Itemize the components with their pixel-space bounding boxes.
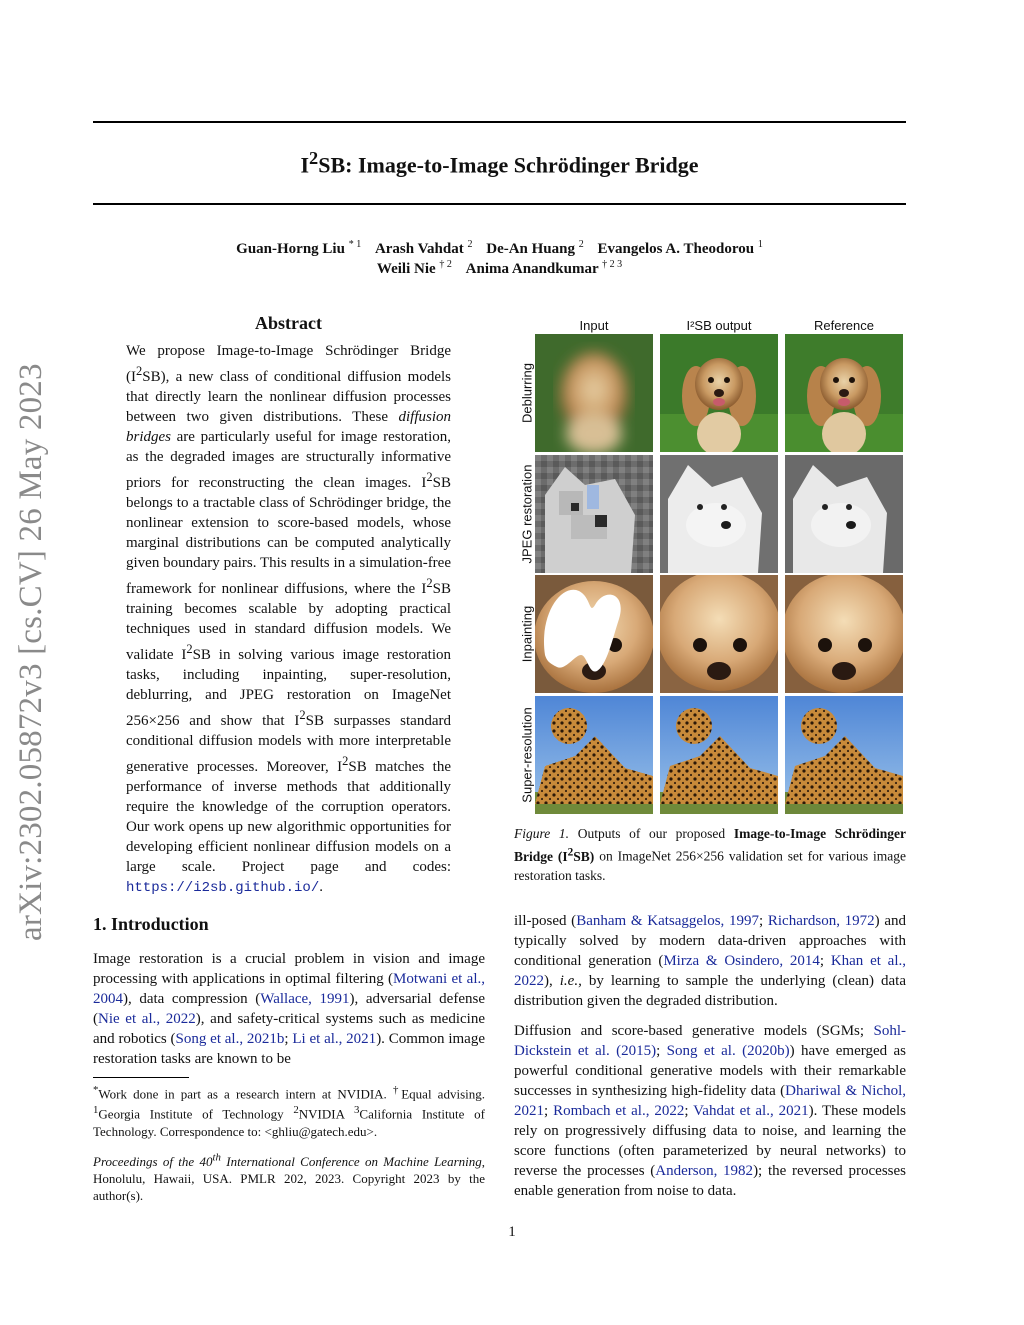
title-rule-bottom [93, 203, 906, 205]
footnote: *Work done in part as a research intern at NVIDIA. †Equal advising. $^1$Georgia Institute of Technology $^2$NVIDIA $^3$California Institute of Technology. Correspondence to: <ghliu@gatech.edu>. [93, 1084, 485, 1139]
author: De-An Huang $^2$ [486, 239, 584, 257]
figure-panel-super-resolution-input [535, 696, 653, 814]
row-label-jpeg: JPEG restoration [519, 464, 535, 564]
author: Weili Nie $^{\dagger 2}$ [376, 259, 452, 277]
paper-title: $I^2SB$: Image-to-Image Schrödinger Bridge [300, 148, 699, 178]
citation-link[interactable]: Motwani et al., 2004 [93, 971, 485, 1007]
figure-panel-super-resolution-output [660, 696, 778, 814]
figure-panel-inpainting-output [660, 575, 778, 693]
citation-link[interactable]: Mirza & Osindero, 2014 [663, 953, 820, 969]
figure-panel-jpeg-output [660, 455, 778, 573]
figure-panel-jpeg-input [535, 455, 653, 573]
author-list-line-1 [93, 239, 906, 258]
proceedings-note: Proceedings of the 40th International Conference on Machine Learning, Honolulu, Hawaii, USA. PMLR 202, 2023. Copyright 2023 by the author(s). [93, 1152, 485, 1204]
figure-panel-deblurring-reference [785, 334, 903, 452]
intro-paragraph-1: Image restoration is a crucial problem in vision and image processing with applications in optimal filtering (Motwani et al., 2004), data compression (Wallace, 1991), adversarial defense (Nie et al., 2022), and safety-critical systems such as medicine and robotics (Song et al., 2021b; Li et al., 2021). Common image restoration tasks are known to be [93, 951, 485, 1067]
figure-panel-inpainting-input [535, 575, 653, 693]
citation-link[interactable]: Banham & Katsaggelos, 1997 [576, 913, 759, 929]
column-header-input: Input [579, 318, 609, 333]
author: Guan-Horng Liu $^{* 1}$ [236, 239, 362, 257]
author: Evangelos A. Theodorou $^1$ [597, 239, 763, 257]
figure-panel-deblurring-input [535, 334, 653, 452]
footnote-rule [93, 1077, 189, 1078]
citation-link[interactable]: Rombach et al., 2022 [553, 1103, 685, 1119]
column-header-output: I²SB output [686, 318, 752, 333]
figure-panel-jpeg-reference [785, 455, 903, 573]
author-list-line-2 [93, 259, 906, 278]
figure-panel-inpainting-reference [785, 575, 903, 693]
intro-paragraph-2: Diffusion and score-based generative models (SGMs; Sohl-Dickstein et al. (2015); Song et al. (2020b)) have emerged as powerful conditional generative models with their remarkable successes in synthesizing high-fidelity data (Dhariwal & Nichol, 2021; Rombach et al., 2022; Vahdat et al., 2021). These models rely on progressively diffusing data to noise, and learning the score functions (often parameterized by neural networks) to reverse the processes (Anderson, 1982); the reversed processes enable generation from noise to data. [514, 1023, 907, 1199]
citation-link[interactable]: Song et al., 2021b [175, 1031, 285, 1047]
citation-link[interactable]: Wallace, 1991 [260, 991, 350, 1007]
figure-caption: Figure 1. Outputs of our proposed Image-to-Image Schrödinger Bridge $(I^2SB)$ on ImageNet 256×256 validation set for various image restoration tasks. [514, 826, 906, 883]
figure-panel-super-resolution-reference [785, 696, 903, 814]
citation-link[interactable]: Khan et al., 2022 [514, 953, 906, 989]
citation-link[interactable]: Vahdat et al., 2021 [693, 1103, 809, 1119]
project-page-link[interactable]: https://i2sb.github.io/ [126, 880, 320, 896]
author: Anima Anandkumar $^{\dagger 2 3}$ [465, 259, 623, 277]
section-heading-introduction: 1. Introduction [93, 914, 209, 934]
figure-column-headers [535, 318, 905, 334]
figure-panel-deblurring-output [660, 334, 778, 452]
citation-link[interactable]: Nie et al., 2022 [98, 1011, 196, 1027]
citation-link[interactable]: Song et al. (2020b) [666, 1043, 790, 1059]
row-label-super-resolution: Super-resolution [519, 707, 535, 803]
title-rule-top [93, 121, 906, 123]
citation-link[interactable]: Li et al., 2021 [292, 1031, 377, 1047]
arxiv-identifier: arXiv:2302.05872v3 [cs.CV] 26 May 2023 [13, 363, 49, 941]
abstract-heading: Abstract [255, 313, 322, 333]
page-number: 1 [508, 1224, 516, 1240]
citation-link[interactable]: Anderson, 1982 [655, 1163, 754, 1179]
intro-paragraph-1-continued: ill-posed (Banham & Katsaggelos, 1997; Richardson, 1972) and typically solved by modern data-driven approaches with conditional generation (Mirza & Osindero, 2014; Khan et al., 2022), i.e., by learning to sample the underlying (clean) data distribution given the degraded distribution. [514, 913, 907, 1009]
citation-link[interactable]: Sohl-Dickstein et al. (2015) [514, 1023, 906, 1059]
citation-link[interactable]: Richardson, 1972 [767, 913, 875, 929]
abstract-body: We propose Image-to-Image Schrödinger Bridge $(I^2SB)$, a new class of conditional diffusion models that directly learn the nonlinear diffusion processes between two given distributions. These diffusion bridges are particularly useful for image restoration, as the degraded images are structurally informative priors for reconstructing the clean images. $I^2SB$ belongs to a tractable class of Schrödinger bridge, the nonlinear extension to score-based models, whose marginal distributions can be computed analytically given boundary pairs. This results in a simulation-free framework for nonlinear diffusions, where the $I^2SB$ training becomes scalable by adopting practical techniques used in standard diffusion models. We validate $I^2SB$ in solving various image restoration tasks, including inpainting, super-resolution, deblurring, and JPEG restoration on ImageNet 256×256 and show that $I^2SB$ surpasses standard conditional diffusion models with more interpretable generative processes. Moreover, $I^2SB$ matches the performance of inverse methods that additionally require the knowledge of the corruption operators. Our work opens up new algorithmic opportunities for developing efficient nonlinear diffusion models on a large scale. Project page and codes: https://i2sb.github.io/. [126, 343, 451, 896]
row-label-inpainting: Inpainting [519, 605, 535, 663]
citation-link[interactable]: Dhariwal & Nichol, 2021 [514, 1083, 906, 1119]
column-header-reference: Reference [814, 318, 874, 333]
author: Arash Vahdat $^2$ [374, 239, 473, 257]
row-label-deblurring: Deblurring [519, 363, 535, 423]
